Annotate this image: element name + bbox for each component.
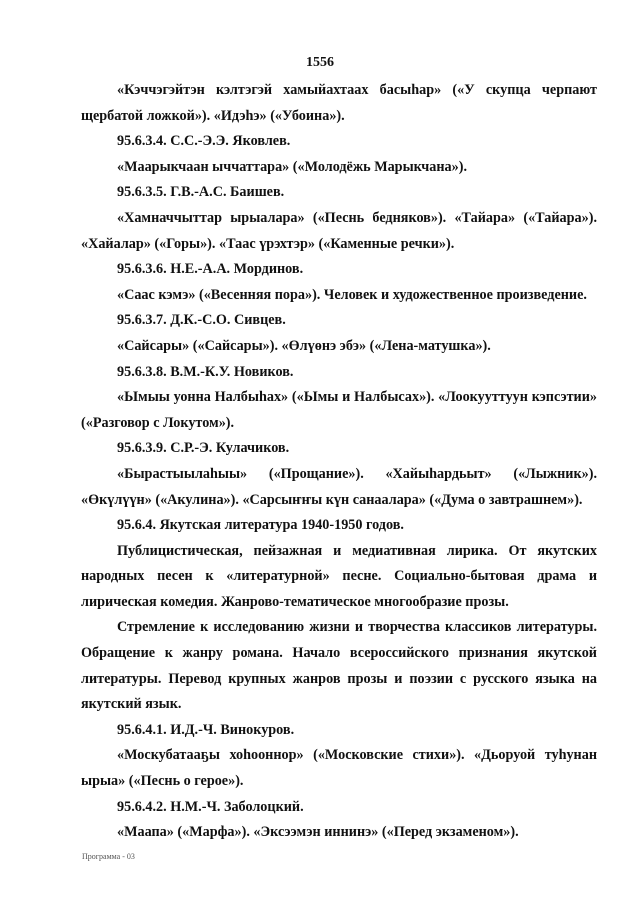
section-heading: 95.6.3.9. С.Р.-Э. Кулачиков. [117,440,290,457]
document-body [81,78,597,846]
section-heading: 95.6.4. Якутская литература 1940-1950 годов. [117,517,404,534]
paragraph: «Сайсары» («Сайсары»). «Өлүөнэ эбэ» («Лена-матушка»). [117,337,491,354]
section-heading: 95.6.3.7. Д.К.-С.О. Сивцев. [117,312,286,329]
section-heading: 95.6.3.6. Н.Е.-А.А. Мординов. [117,261,304,278]
paragraph: «Кэччэгэйтэн кэлтэгэй хамыйахтаах басыһар» («У скупца черпают щербатой ложкой»). «Идэһэ» («Убоина»). [81,82,597,124]
section-heading: 95.6.3.8. В.М.-К.У. Новиков. [117,363,294,380]
page-footer: Программа - 03 [82,852,135,861]
paragraph: «Бырастыылаһыы» («Прощание»). «Хайыһардьыт» («Лыжник»). «Өкүлүүн» («Акулина»). «Сарсыҥҥы күн санаалара» («Дума о завтрашнем»). [81,465,597,508]
section-heading: 95.6.4.1. И.Д.-Ч. Винокуров. [117,721,295,738]
section-heading: 95.6.3.5. Г.В.-А.С. Баишев. [117,184,285,201]
paragraph: «Хамначчыттар ырыалара» («Песнь бедняков»). «Тайара» («Тайара»). «Хайалар» («Горы»). «Таас үрэхтэр» («Каменные речки»). [81,209,597,252]
paragraph: Публицистическая, пейзажная и медиативная лирика. От якутских народных песен к «литературной» песне. Социально-бытовая драма и лирическая комедия. Жанрово-тематическое многообразие прозы. [81,542,597,610]
section-heading: 95.6.3.4. С.С.-Э.Э. Яковлев. [117,133,291,150]
paragraph: «Маарыкчаан ыччаттара» («Молодёжь Марыкчана»). [117,158,467,175]
section-heading: 95.6.4.2. Н.М.-Ч. Заболоцкий. [117,798,304,815]
paragraph: «Саас кэмэ» («Весенняя пора»). Человек и художественное произведение. [117,286,587,303]
paragraph: Стремление к исследованию жизни и творчества классиков литературы. Обращение к жанру романа. Начало всероссийского признания якутской литературы. Перевод крупных жанров прозы и поэзии с русского языка на якутский язык. [81,619,597,713]
paragraph: «Маапа» («Марфа»). «Эксээмэн иннинэ» («Перед экзаменом»). [117,824,519,841]
page-number: 1556 [306,55,334,70]
paragraph: «Ымыы уонна Налбыһах» («Ымы и Налбысах»). «Лоокууттуун кэпсэтии» («Разговор с Локутом»). [81,389,597,431]
paragraph: «Москубатааҕы хоһооннор» («Московские стихи»). «Дьоруой туһунан ырыа» («Песнь о герое»). [81,747,597,790]
